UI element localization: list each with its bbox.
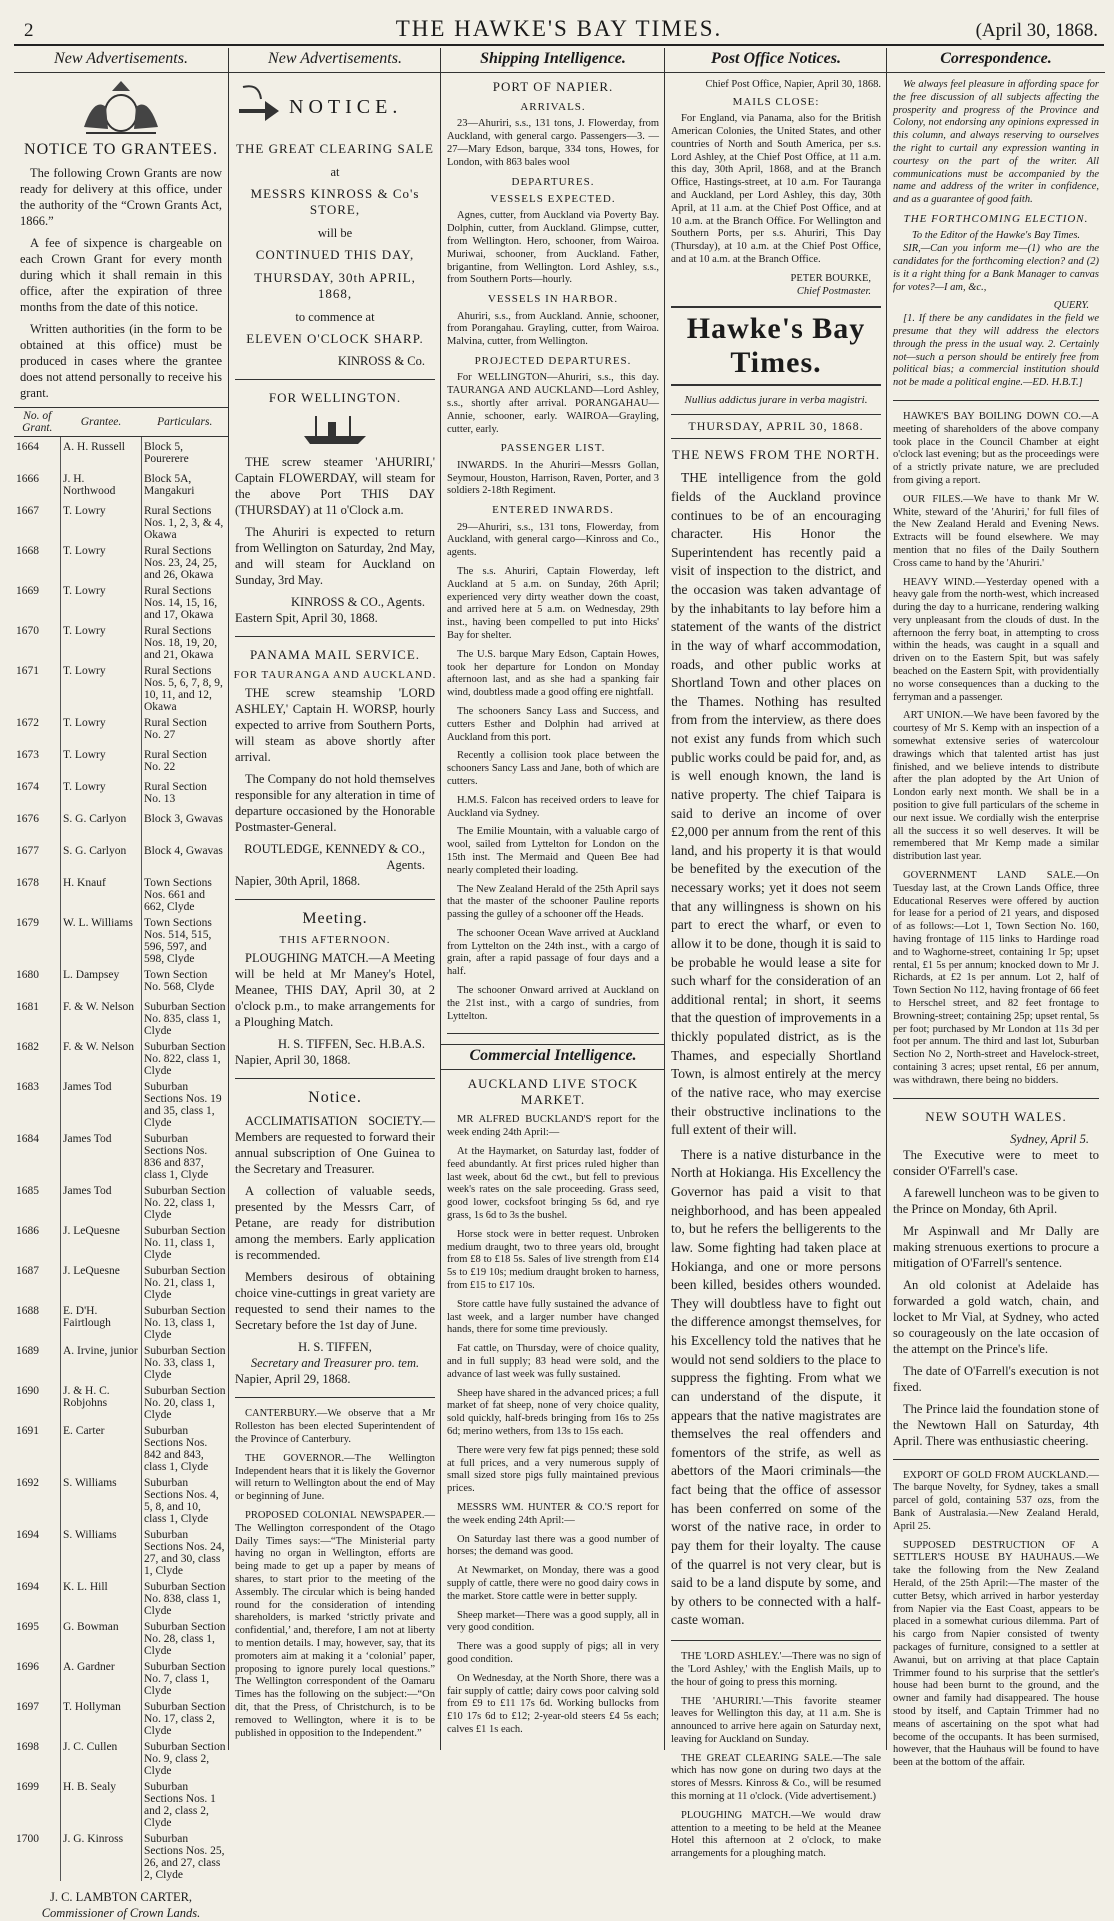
news-item: THE GOVERNOR.—The Wellington Independent hears that it is likely the Governor will return to Wellington about the end of May or beginning of June. xyxy=(235,1452,435,1503)
grant-number: 1669 xyxy=(14,581,61,621)
grant-particulars: Block 3, Gwavas xyxy=(144,813,223,825)
panama-subtitle: FOR TAURANGA AND AUCKLAND. xyxy=(233,669,437,682)
grant-number: 1690 xyxy=(14,1381,61,1421)
sale-line: THE GREAT CLEARING SALE xyxy=(236,141,434,156)
market-item: There was a good supply of pigs; all in very good condition. xyxy=(447,1641,659,1665)
meeting-signature: H. S. TIFFEN, Sec. H.B.A.S. xyxy=(277,1037,425,1052)
harbor-title: VESSELS IN HARBOR. xyxy=(487,293,619,306)
panama-note: The Company do not hold themselves responsible for any alteration in time of departure occasioned by the Honorable Postmaster-General. xyxy=(235,772,435,835)
nsw-item: A farewell luncheon was to be given to the Prince on Monday, 6th April. xyxy=(893,1185,1099,1216)
post-office-header: Chief Post Office, Napier, April 30, 1868. xyxy=(705,79,881,90)
grantee-name: J. LeQuesne xyxy=(61,1221,142,1261)
page-number: 2 xyxy=(24,20,34,41)
entered-text: 29—Ahuriri, s.s., 131 tons, Flowerday, from Auckland, with general cargo—Kinross and Co., agents. xyxy=(447,521,659,559)
grantee-name: S. Williams xyxy=(61,1525,142,1577)
grant-number: 1671 xyxy=(14,661,61,713)
signature-name: J. C. LAMBTON CARTER, xyxy=(49,1890,193,1904)
grant-number: 1681 xyxy=(14,997,61,1037)
wellington-title: FOR WELLINGTON. xyxy=(268,390,402,406)
editorial-date: THURSDAY, APRIL 30, 1868. xyxy=(671,414,881,439)
grant-number: 1686 xyxy=(14,1221,61,1261)
meeting-date: Napier, April 30, 1868. xyxy=(235,1053,351,1068)
grantee-name: K. L. Hill xyxy=(61,1577,142,1617)
grantee-name: E. Carter xyxy=(61,1421,142,1473)
grant-particulars: Suburban Section No. 7, class 1, Clyde xyxy=(144,1661,226,1697)
grant-number: 1700 xyxy=(14,1829,61,1881)
grant-number: 1678 xyxy=(14,873,61,913)
market-item: At the Haymarket, on Saturday last, fodder of feed abundantly. At first prices ruled higher than last week, about 6d the cwt., but fell to previous week's rates on the sale proceeding. Grass seed, good lower, cocksfoot bringing 5s 6d, and rye grass, 1s 6d to 3s the bushel. xyxy=(447,1146,659,1222)
notice-paragraph: A fee of sixpence is chargeable on each Crown Grant for every month during which it shall remain in this office, after the expiration of three months from the date of this notice. xyxy=(20,236,222,314)
sale-line: ELEVEN O'CLOCK SHARP. xyxy=(246,330,424,346)
grantee-name: T. Lowry xyxy=(61,713,142,745)
table-row xyxy=(14,1129,228,1181)
grant-particulars: Suburban Section No. 13, class 1, Clyde xyxy=(144,1305,226,1341)
acclimatisation-text: A collection of valuable seeds, presented by the Messrs Carr, of Petane, are ready for distribution among the members. Early application is recommended. xyxy=(235,1184,435,1263)
shipping-note: Recently a collision took place between the schooners Sancy Lass and Jane, both of which are cutters. xyxy=(447,750,659,787)
projected-text: For WELLINGTON—Ahuriri, s.s., this day. TAURANGA AND AUCKLAND—Lord Ashley, s.s., shortly after arrival. PORANGAHAU—Annie, schooner, early. WAIROA—Grayling, cutter, early. xyxy=(447,372,659,435)
grantee-name: A. Irvine, junior xyxy=(61,1341,142,1381)
grant-particulars: Suburban Sections Nos. 24, 27, and 30, class 1, Clyde xyxy=(144,1529,225,1577)
table-row xyxy=(14,1341,228,1381)
mails-title: MAILS CLOSE: xyxy=(732,95,820,108)
market-item: Horse stock were in better request. Unbroken medium draught, two to three years old, brought from £8 to £18 5s. Sales of live strength from £14 5s to £19 10s; medium draught broken to harness, from £15 to £17 10s. xyxy=(447,1228,659,1292)
grantee-name: A. Gardner xyxy=(61,1657,142,1697)
market-item: Store cattle have fully sustained the advance of last week, and a larger number have changed hands, there for some time previously. xyxy=(447,1298,659,1336)
table-row xyxy=(14,1037,228,1077)
grantee-name: J. C. Cullen xyxy=(61,1737,142,1777)
arrivals-text: 23—Ahuriri, s.s., 131 tons, J. Flowerday, from Auckland, with general cargo. Passengers—3. — 27—Mary Edson, barque, 334 tons, Howes, for London, with 863 bales wool xyxy=(447,118,659,168)
nsw-item: The date of O'Farrell's execution is not fixed. xyxy=(893,1363,1099,1394)
grantee-name: S. Williams xyxy=(61,1473,142,1525)
grantee-name: L. Dampsey xyxy=(61,965,142,997)
grant-particulars: Suburban Sections Nos. 19 and 35, class 1, Clyde xyxy=(144,1081,222,1129)
post-office-signature-title: Chief Postmaster. xyxy=(796,285,871,297)
table-row xyxy=(14,1077,228,1129)
column-heading: Correspondence. xyxy=(887,48,1105,73)
grant-particulars: Rural Section No. 27 xyxy=(144,717,207,741)
mails-text: For England, via Panama, also for the British American Colonies, the United States, and other countries of North and South America, per s.s. Lord Ashley, at the Chief Post Office, at 11 a.m. this day, 30th April, 1868, and at the Branch Office, Hastings-street, at 10 a.m. For Tauranga and Auckland, per Lord Ashley, this day, 30th April, at 11 a.m. at the Chief Post Office, and at 10 a.m. at the Branch Office. For Wellington and Southern Ports, per s.s. Ahuriri, This Day (Thursday), at 10 a.m. at the Chief Post Office, and at 10 a.m. at the Branch Office. xyxy=(671,113,881,265)
shipping-note: The schooner Ocean Wave arrived at Auckland from Lyttelton on the 24th inst., with a cargo of grain, after a rapid passage of four days and a half. xyxy=(447,927,659,978)
arrivals-title: ARRIVALS. xyxy=(520,101,586,113)
grantee-name: James Tod xyxy=(61,1129,142,1181)
port-title: PORT OF NAPIER. xyxy=(492,79,614,94)
grantee-name: W. L. Williams xyxy=(61,913,142,965)
grantee-name: James Tod xyxy=(61,1181,142,1221)
table-row xyxy=(14,1829,228,1881)
correspondence-disclaimer: We always feel pleasure in affording space for the free discussion of all subjects affecting the prosperity and progress of the Province and Colony, not endorsing any opinions expressed in this column, and always reserving to ourselves the right to curtail any expression wanting in courtesy on the part of the writer. All communications must be accompanied by the name and address of the writer in confidence, and as a guarantee of good faith. xyxy=(893,79,1099,206)
election-addressee: To the Editor of the Hawke's Bay Times. xyxy=(911,230,1081,242)
column-new-advertisements-2 xyxy=(228,48,441,1750)
notice-paragraph: Written authorities (in the form to be obtained at this office) must be produced in cases where the grantee does not attend personally to receive his grant. xyxy=(20,322,222,400)
shipping-note: The Emilie Mountain, with a valuable cargo of wool, sailed from Lyttelton for London on the 15th inst. The Mermaid and Queen Bee had nearly completed their loading. xyxy=(447,826,659,876)
grant-number: 1664 xyxy=(14,437,61,470)
table-row xyxy=(14,745,228,777)
table-row xyxy=(14,1473,228,1525)
news-item: ART UNION.—We have been favored by the courtesy of Mr S. Kemp with an inspection of a somewhat extensive series of watercolour drawings which that talented artist has just finished, and we believe intends to distribute after the plan adopted by the Art Union of London early next month. We shall be in a position to give full particulars of the scheme in our next issue. We cordially wish the enterprise all the success it so well deserves. It will be remembered that Mr Kemp made a similar distribution last year. xyxy=(893,710,1099,863)
news-item: HEAVY WIND.—Yesterday opened with a heavy gale from the north-west, which increased during the day to a hurricane, rendering walking very unpleasant from the clouds of dust. In the afternoon the ferry boat, in attempting to cross within the heads, was caught in a squall and driven on to the Eastern Spit, but was safely beached on the Eastern Spit, with providentially no worse consequences than a ducking to the ferryman and a passenger. xyxy=(893,576,1099,703)
grantee-name: S. G. Carlyon xyxy=(61,809,142,841)
shipping-note: The s.s. Ahuriri, Captain Flowerday, left Auckland at 5 a.m. on Sunday, 26th April; experienced very dirty weather down the coast, and arrived here at 5 a.m. on Wednesday, 29th inst., having been compelled to put into Hicks' Bay for shelter. xyxy=(447,565,659,641)
sale-line: CONTINUED THIS DAY, xyxy=(255,246,415,262)
grantee-name: T. Lowry xyxy=(61,777,142,809)
grant-particulars: Suburban Sections Nos. 836 and 837, class 1, Clyde xyxy=(144,1133,209,1181)
panama-text: THE screw steamship 'LORD ASHLEY,' Captain H. WORSP, hourly expected to arrive from Southern Ports, will steam as above shortly after arrival. xyxy=(235,686,435,765)
grantee-name: H. Knauf xyxy=(61,873,142,913)
market-item: At Newmarket, on Monday, there was a good supply of cattle, there were no good dairy cows in the market. Store cattle were in better supply. xyxy=(447,1565,659,1602)
grantee-name: J. G. Kinross xyxy=(61,1829,142,1881)
grant-number: 1683 xyxy=(14,1077,61,1129)
editorial-masthead: Hawke's Bay Times. xyxy=(671,306,881,386)
table-row xyxy=(14,581,228,621)
grant-particulars: Suburban Section No. 21, class 1, Clyde xyxy=(144,1265,226,1301)
projected-title: PROJECTED DEPARTURES. xyxy=(474,354,632,367)
grant-particulars: Suburban Section No. 11, class 1, Clyde xyxy=(144,1225,226,1261)
grant-particulars: Suburban Section No. 22, class 1, Clyde xyxy=(144,1185,226,1221)
masthead xyxy=(14,16,1104,46)
grantee-name: S. G. Carlyon xyxy=(61,841,142,873)
table-header: Grantee. xyxy=(61,408,142,437)
grant-particulars: Suburban Sections Nos. 842 and 843, class 1, Clyde xyxy=(144,1425,209,1473)
grant-number: 1691 xyxy=(14,1421,61,1473)
table-row xyxy=(14,997,228,1037)
news-item: OUR FILES.—We have to thank Mr W. White, steward of the 'Ahuriri,' for full files of the New Zealand Herald and Evening News. Extracts will be found elsewhere. We may mention that no files of the Daily Southern Cross came to hand by the 'Ahuriri.' xyxy=(893,493,1099,569)
news-item: PROPOSED COLONIAL NEWSPAPER.—The Wellington correspondent of the Otago Daily Times says:—“The Ministerial party having no organ in Wellington, efforts are being made to get up a paper by means of shares, to start prior to the meeting of the Assembly. The circular which is being handed round for the consideration of intending shareholders, is marked ‘strictly private and confidential,’ and, therefore, I am not at liberty to mention details. I may, however, say, that its promoters aim at making it a ‘colonial’ paper, proposing to ignore purely local questions.” The Wellington correspondent of the Oamaru Times has the following on the subject:—“On dit, that the Press, of Christchurch, is to be removed to Wellington, where it is to be published in opposition to the Independent.” xyxy=(235,1509,435,1739)
table-row xyxy=(14,1657,228,1697)
grant-particulars: Rural Sections Nos. 14, 15, 16, and 17, Okawa xyxy=(144,585,218,621)
grant-number: 1666 xyxy=(14,469,61,501)
grant-number: 1667 xyxy=(14,501,61,541)
nsw-dateline: Sydney, April 5. xyxy=(1010,1131,1089,1146)
news-item: GOVERNMENT LAND SALE.—On Tuesday last, at the Crown Lands Office, three Educational Reserves were offered by auction for lease for a period of 21 years, and disposed of as follows:—Lot 1, Town Section No. 160, having frontage of 115 links to Hardinge road and to Waghorne-street, containing 1r 5p; upset rental, £1 5s per annum; knocked down to Mr J. Richards, at £2 1s per annum. Lot 2, half of Town Section No 112, having frontage of 66 feet to Herschel street, and 82 feet frontage to Browning-street; containing 25p; upset rental, 5s per foot; purchased by Mr London at 11s 3d per foot per annum. The third and last lot, Suburban Section No 2, North-street and Havelock-street, containing 3 acres; upset rental, £6 per annum, was withdrawn, there being no bidders. xyxy=(893,870,1099,1086)
table-row xyxy=(14,621,228,661)
grant-number: 1670 xyxy=(14,621,61,661)
grantee-name: J. H. Northwood xyxy=(61,469,142,501)
harbor-text: Ahuriri, s.s., from Auckland. Annie, schooner, from Porangahau. Grayling, cutter, from Wairoa. Malvina, cutter, from Wellington. xyxy=(447,310,659,348)
market-item: Sheep market—There was a good supply, all in very good condition. xyxy=(447,1609,659,1634)
table-row xyxy=(14,777,228,809)
grant-number: 1687 xyxy=(14,1261,61,1301)
grants-table xyxy=(14,407,228,1881)
table-header: Particulars. xyxy=(142,408,229,437)
grant-number: 1674 xyxy=(14,777,61,809)
shipping-note: H.M.S. Falcon has received orders to leave for Auckland via Sydney. xyxy=(447,794,659,819)
acclimatisation-text: Members desirous of obtaining choice vine-cuttings in great variety are requested to send their names to the Secretary before the 1st day of June. xyxy=(235,1270,435,1333)
grant-number: 1668 xyxy=(14,541,61,581)
editorial-paragraph: THE intelligence from the gold fields of the Auckland province continues to be of an encouraging character. His Honor the Superintendent has recently paid a visit of inspection to the district, and the occasion was taken advantage of by the inhabitants to lay before him a statement of the wants of the district in the way of wharf accommodation, roads, and other public works at Shortland Town and other places on the Thames. Nothing has resulted from from the interview, as there does not exist any funds from which such public works could be paid for, and, as is well enough known, the land is native property. The chief Taipara is said to derive an income of over £2,000 per annum from the rent of this land, and his property it is that would be benefited by the execution of the necessary works; yet it does not seem that any willingness is shown on his part to erect the wharf, or even to allow it to be done, though it is said to be probable he would lease a site for such wharf for the consideration of an additional rental; in short, it seems that the question of improvements in a thickly populated district, as is the Thames, and especially Shortland Town, is almost entirely at the mercy of the native race, who may exercise their obstructive inclinations to the full extent of their will. xyxy=(671,470,881,1138)
grant-number: 1698 xyxy=(14,1737,61,1777)
table-row xyxy=(14,1525,228,1577)
commercial-heading: Commercial Intelligence. xyxy=(441,1044,665,1070)
grant-number: 1680 xyxy=(14,965,61,997)
grants-table-body xyxy=(14,437,228,1882)
grant-particulars: Suburban Section No. 17, class 2, Clyde xyxy=(144,1701,226,1737)
grantee-name: James Tod xyxy=(61,1077,142,1129)
grantee-name: F. & W. Nelson xyxy=(61,997,142,1037)
nsw-item: The Prince laid the foundation stone of the Newtown Hall on Saturday, 4th April. There was enthusiastic cheering. xyxy=(893,1401,1099,1448)
grant-particulars: Suburban Section No. 20, class 1, Clyde xyxy=(144,1385,226,1421)
grant-particulars: Block 4, Gwavas xyxy=(144,845,223,857)
news-item: CANTERBURY.—We observe that a Mr Rolleston has been elected Superintendent of the Province of Canterbury. xyxy=(235,1408,435,1445)
masthead-motto: Nullius addictus jurare in verba magistri. xyxy=(684,394,868,407)
news-item: EXPORT OF GOLD FROM AUCKLAND.—The barque Novelty, for Sydney, takes a small parcel of gold, containing 537 ozs, from the Bank of Australasia.—New Zealand Herald, April 25. xyxy=(893,1469,1099,1532)
meeting-title: Meeting. xyxy=(302,910,368,928)
panama-date: Napier, 30th April, 1868. xyxy=(235,874,361,889)
table-row xyxy=(14,913,228,965)
grant-number: 1694 xyxy=(14,1577,61,1617)
grant-particulars: Suburban Section No. 33, class 1, Clyde xyxy=(144,1345,226,1381)
notice-word: NOTICE. xyxy=(289,95,403,118)
market-intro: MR ALFRED BUCKLAND'S report for the week ending 24th April:— xyxy=(447,1114,659,1139)
acclimatisation-text: ACCLIMATISATION SOCIETY.—Members are requested to forward their annual subscription of One Guinea to the Secretary and Treasurer. xyxy=(235,1114,435,1177)
market-item: On Saturday last there was a good number of horses; the demand was good. xyxy=(447,1533,659,1558)
grant-particulars: Suburban Sections Nos. 4, 5, 8, and 10, class 1, Clyde xyxy=(144,1477,219,1525)
post-office-signature: PETER BOURKE, xyxy=(790,272,871,284)
grant-number: 1695 xyxy=(14,1617,61,1657)
signature-title: Commissioner of Crown Lands. xyxy=(41,1906,201,1920)
table-row xyxy=(14,965,228,997)
acclimatisation-signature: H. S. TIFFEN, xyxy=(298,1340,372,1355)
grant-number: 1684 xyxy=(14,1129,61,1181)
grant-particulars: Suburban Section No. 9, class 2, Clyde xyxy=(144,1741,226,1777)
grant-particulars: Suburban Section No. 835, class 1, Clyde xyxy=(144,1001,226,1037)
notice-paragraph: The following Crown Grants are now ready for delivery at this office, under the authority of the “Crown Grants Act, 1866.” xyxy=(20,166,222,228)
election-title: THE FORTHCOMING ELECTION. xyxy=(903,212,1089,225)
grant-particulars: Rural Sections Nos. 5, 6, 7, 8, 9, 10, 11, and 12, Okawa xyxy=(144,665,223,713)
table-row xyxy=(14,1261,228,1301)
table-row xyxy=(14,1421,228,1473)
column-heading: Post Office Notices. xyxy=(665,48,887,73)
grant-particulars: Town Sections Nos. 661 and 662, Clyde xyxy=(144,877,212,913)
grant-number: 1676 xyxy=(14,809,61,841)
nsw-title: NEW SOUTH WALES. xyxy=(925,1108,1067,1124)
grantee-name: A. H. Russell xyxy=(61,437,142,470)
grant-particulars: Town Section No. 568, Clyde xyxy=(144,969,215,993)
nsw-item: Mr Aspinwall and Mr Dally are making strenuous exertions to procure a mitigation of O'Farrell's sentence. xyxy=(893,1223,1099,1270)
column-heading: New Advertisements. xyxy=(229,48,441,73)
expected-text: Agnes, cutter, from Auckland via Poverty Bay. Dolphin, cutter, from Auckland. Glimpse, cutter, from Wellington. Hero, schooner, from Wairoa. Muriwai, schooner, from Auckland. Father, brigantine, from Wellington. Lord Ashley, s.s., from Southern Ports—hourly. xyxy=(447,210,659,286)
passenger-title: PASSENGER LIST. xyxy=(500,442,606,455)
notice-title: Notice. xyxy=(308,1089,362,1107)
table-row xyxy=(14,1737,228,1777)
grantee-name: J. LeQuesne xyxy=(61,1261,142,1301)
grantee-name: G. Bowman xyxy=(61,1617,142,1657)
grantee-name: T. Lowry xyxy=(61,541,142,581)
editor-reply: [1. If there be any candidates in the field we presume that they will address the electors through the press in the usual way. 2. Certainly not—such a person should be entirely free from political bias; a commercial institution should not be made a political engine.—ED. H.B.T.] xyxy=(893,313,1099,389)
editorial-title: THE NEWS FROM THE NORTH. xyxy=(671,447,881,463)
table-header: No. of Grant. xyxy=(14,408,61,437)
wellington-note: The Ahuriri is expected to return from Wellington on Saturday, 2nd May, and will steam for Auckland on Sunday, 3rd May. xyxy=(235,525,435,588)
grantee-name: T. Lowry xyxy=(61,745,142,777)
table-row xyxy=(14,841,228,873)
grant-number: 1679 xyxy=(14,913,61,965)
grantee-name: T. Lowry xyxy=(61,661,142,713)
column-heading: Shipping Intelligence. xyxy=(441,48,665,73)
grant-number: 1673 xyxy=(14,745,61,777)
table-row xyxy=(14,1777,228,1829)
grant-particulars: Block 5, Pourerere xyxy=(144,441,189,465)
grant-number: 1699 xyxy=(14,1777,61,1829)
shipping-note: The schooners Sancy Lass and Success, and cutters Esther and Dolphin had arrived at Auckland from this port. xyxy=(447,705,659,743)
table-row xyxy=(14,713,228,745)
acclimatisation-signature-title: Secretary and Treasurer pro. tem. xyxy=(250,1356,420,1371)
table-row xyxy=(14,809,228,841)
nsw-item: An old colonist at Adelaide has forwarded a gold watch, chain, and locket to Mr Vial, at Sydney, who acted so courageously on the late occasion of the attempt on the Prince's life. xyxy=(893,1277,1099,1356)
sale-line: at xyxy=(330,164,340,179)
column-post-office-and-editorial xyxy=(664,48,887,1860)
entered-title: ENTERED INWARDS. xyxy=(492,504,614,517)
nsw-item: The Executive were to meet to consider O'Farrell's case. xyxy=(893,1147,1099,1178)
grant-number: 1696 xyxy=(14,1657,61,1697)
grantee-name: T. Lowry xyxy=(61,621,142,661)
expected-title: VESSELS EXPECTED. xyxy=(490,193,616,205)
grantee-name: E. D'H. Fairtlough xyxy=(61,1301,142,1341)
sale-line: MESSRS KINROSS & Co's STORE, xyxy=(250,185,420,218)
column-new-advertisements-1 xyxy=(14,48,228,1920)
passenger-text: INWARDS. In the Ahuriri—Messrs Gollan, Seymour, Houston, Harrison, Raven, Porter, and 3 soldiers 2-18th Regiment. xyxy=(447,459,659,497)
grant-number: 1677 xyxy=(14,841,61,873)
table-row xyxy=(14,1617,228,1657)
news-item: HAWKE'S BAY BOILING DOWN CO.—A meeting of shareholders of the above company took place in the Council Chamber at eight o'clock last evening; but as the proceedings were of a strictly private nature, we are precluded from giving a report. xyxy=(893,410,1099,486)
column-heading: New Advertisements. xyxy=(14,48,228,73)
market-item: Sheep have shared in the advanced prices; a full market of fat sheep, none of very choice quality, sold quickly, half-breds bringing from 16s to 25s 6d; merino wethers, from 13s to 15s each. xyxy=(447,1387,659,1437)
grant-particulars: Rural Section No. 13 xyxy=(144,781,207,805)
grant-particulars: Rural Section No. 22 xyxy=(144,749,207,773)
grant-particulars: Rural Sections Nos. 1, 2, 3, & 4, Okawa xyxy=(144,505,224,541)
hand-pointer-icon xyxy=(235,79,283,135)
royal-crest-icon xyxy=(76,79,166,135)
grantee-name: T. Lowry xyxy=(61,501,142,541)
table-row xyxy=(14,1301,228,1341)
market-item: Fat cattle, on Thursday, were of choice quality, and in full supply; 83 head were sold, and the advance of last week was fully sustained. xyxy=(447,1343,659,1380)
grant-particulars: Rural Sections Nos. 18, 19, 20, and 21, Okawa xyxy=(144,625,218,661)
grant-particulars: Town Sections Nos. 514, 515, 596, 597, and 598, Clyde xyxy=(144,917,212,965)
letter-signature: QUERY. xyxy=(1053,300,1089,312)
grant-particulars: Suburban Sections Nos. 25, 26, and 27, class 2, Clyde xyxy=(144,1833,225,1881)
table-row xyxy=(14,541,228,581)
grant-number: 1697 xyxy=(14,1697,61,1737)
market-title: AUCKLAND LIVE STOCK MARKET. xyxy=(467,1076,639,1108)
table-row xyxy=(14,501,228,541)
grantee-name: F. & W. Nelson xyxy=(61,1037,142,1077)
wellington-text: THE screw steamer 'AHURIRI,' Captain FLOWERDAY, will steam for the above Port THIS DAY (THURSDAY) at 11 o'Clock a.m. xyxy=(235,455,435,518)
grant-particulars: Block 5A, Mangakuri xyxy=(144,473,195,497)
shipping-note: The U.S. barque Mary Edson, Captain Howes, took her departure for London on Monday afternoon last, and as she had a spanking fair wind, doubtless made a good offing ere nightfall. xyxy=(447,648,659,699)
local-item: THE 'LORD ASHLEY.'—There was no sign of the 'Lord Ashley,' with the English Mails, up to the hour of going to press this morning. xyxy=(671,1651,881,1688)
grant-number: 1688 xyxy=(14,1301,61,1341)
market-item: On Wednesday, at the North Shore, there was a fair supply of cattle; dairy cows poor calving sold from £9 to £11 17s 6d. Working bullocks from £10 17s 6d to £12; 2-year-old steers £4 5s each; calves £1 1s each. xyxy=(447,1672,659,1735)
grant-number: 1692 xyxy=(14,1473,61,1525)
grant-number: 1689 xyxy=(14,1341,61,1381)
grant-number: 1685 xyxy=(14,1181,61,1221)
shipping-note: The schooner Onward arrived at Auckland on the 21st inst., with a cargo of sundries, from Lyttelton. xyxy=(447,985,659,1022)
sale-line: THURSDAY, 30th APRIL, 1868, xyxy=(254,269,416,302)
table-row xyxy=(14,1697,228,1737)
wellington-signature: KINROSS & CO., Agents. xyxy=(290,595,425,610)
grant-particulars: Suburban Section No. 838, class 1, Clyde xyxy=(144,1581,226,1617)
grant-number: 1682 xyxy=(14,1037,61,1077)
local-item: PLOUGHING MATCH.—We would draw attention to a meeting to be held at the Meanee Hotel this afternoon at 2 o'clock, to make arrangements for a ploughing match. xyxy=(671,1809,881,1860)
sale-line: will be xyxy=(317,225,353,240)
sale-line: to commence at xyxy=(295,309,375,324)
grant-number: 1694 xyxy=(14,1525,61,1577)
table-row xyxy=(14,661,228,713)
meeting-text: PLOUGHING MATCH.—A Meeting will be held at Mr Maney's Hotel, Meanee, THIS DAY, April 30, at 2 o'clock p.m., to make arrangements for a Ploughing Match. xyxy=(235,951,435,1030)
grant-particulars: Rural Sections Nos. 23, 24, 25, and 26, Okawa xyxy=(144,545,218,581)
local-item: THE 'AHURIRI.'—This favorite steamer leaves for Wellington this day, at 11 a.m. She is announced to arrive here again on Saturday next, leaving for Auckland on Sunday. xyxy=(671,1695,881,1745)
grant-number: 1672 xyxy=(14,713,61,745)
market-item: There were very few fat pigs penned; these sold at full prices, and a very numerous supply of small sized store pigs fully maintained previous prices. xyxy=(447,1444,659,1495)
table-row xyxy=(14,1381,228,1421)
acclimatisation-date: Napier, April 29, 1868. xyxy=(235,1372,351,1387)
column-shipping-intelligence xyxy=(440,48,665,1750)
editorial-paragraph: There is a native disturbance in the North at Hokianga. His Excellency the Governor has paid a visit to that neighborhood, and has been appealed to, but he refers the belligerents to the law. Some fighting had taken place at Hokianga, and one or more persons been killed, besides others wounded. They will doubtless have to fight out the difference amongst themselves, for his Excellency told the natives that he would not send soldiers to the place to suppress the fighting. From what we can understand of the dispute, it appears that the native magistrates are themselves the real offenders and fomentors of the strife, as well as abettors of the Maori criminals—the fact being that the office of assessor has been conferred on some of the worst of the native race, in order to pay them for their loyalty. The cause of the quarrel is not very clear, but is said to be a land dispute by some, and by others to be connected with a half-caste woman. xyxy=(671,1146,881,1628)
grant-particulars: Suburban Section No. 28, class 1, Clyde xyxy=(144,1621,226,1657)
meeting-subtitle: THIS AFTERNOON. xyxy=(279,934,391,947)
table-row xyxy=(14,469,228,501)
grant-particulars: Suburban Section No. 822, class 1, Clyde xyxy=(144,1041,226,1077)
table-row xyxy=(14,1221,228,1261)
grantee-name: J. & H. C. Robjohns xyxy=(61,1381,142,1421)
steamship-icon xyxy=(300,412,370,448)
departures-title: DEPARTURES. xyxy=(511,175,595,188)
grantee-name: T. Lowry xyxy=(61,581,142,621)
table-row xyxy=(14,1577,228,1617)
issue-date: (April 30, 1868. xyxy=(975,20,1098,41)
table-row xyxy=(14,437,228,470)
grantee-name: H. B. Sealy xyxy=(61,1777,142,1829)
election-letter: SIR,—Can you inform me—(1) who are the candidates for the forthcoming election? and (2) is it a right thing for a Bank Manager to canvas for votes?—I am, &c., xyxy=(893,243,1099,293)
notice-title: NOTICE TO GRANTEES. xyxy=(24,141,218,158)
table-row xyxy=(14,1181,228,1221)
news-item: SUPPOSED DESTRUCTION OF A SETTLER'S HOUSE BY HAUHAUS.—We take the following from the New Zealand Herald, of the 25th April:—The master of the cutter Betsy, which arrived in harbor yesterday from Napier via the East Coast, appears to be placed in a somewhat curious dilemma. Part of his cargo from Napier consisted of twenty packages of furniture, consigned to a settler at Awanui, but on arriving at that place Captain Trimmer found to his surprise that the settler's house had been burnt to the ground, and the owner and family had disappeared. The house stood by itself, and Captain Trimmer had no means of ascertaining on the spot what had become of the occupants. It has been surmised, however, that the Hauhaus will be found to have been at the bottom of the affair. xyxy=(893,1539,1099,1769)
shipping-note: The New Zealand Herald of the 25th April says that the master of the schooner Pauline reports passing the gulley of a schooner off the Heads. xyxy=(447,883,659,921)
table-row xyxy=(14,873,228,913)
wellington-date: Eastern Spit, April 30, 1868. xyxy=(235,611,378,626)
grant-particulars: Suburban Sections Nos. 1 and 2, class 2, Clyde xyxy=(144,1781,216,1829)
local-item: THE GREAT CLEARING SALE.—The sale which has now gone on during two days at the stores of Messrs. Kinross & Co., will be resumed this morning at 11 o'clock. (Vide advertisement.) xyxy=(671,1752,881,1803)
column-correspondence xyxy=(886,48,1105,1769)
grantee-name: T. Hollyman xyxy=(61,1697,142,1737)
sale-signature: KINROSS & Co. xyxy=(337,354,425,369)
panama-title: PANAMA MAIL SERVICE. xyxy=(249,647,421,663)
panama-signature: ROUTLEDGE, KENNEDY & CO., Agents. xyxy=(244,842,425,873)
newspaper-title: THE HAWKE'S BAY TIMES. xyxy=(395,16,723,41)
market-intro: MESSRS WM. HUNTER & CO.'S report for the week ending 24th April:— xyxy=(447,1501,659,1526)
